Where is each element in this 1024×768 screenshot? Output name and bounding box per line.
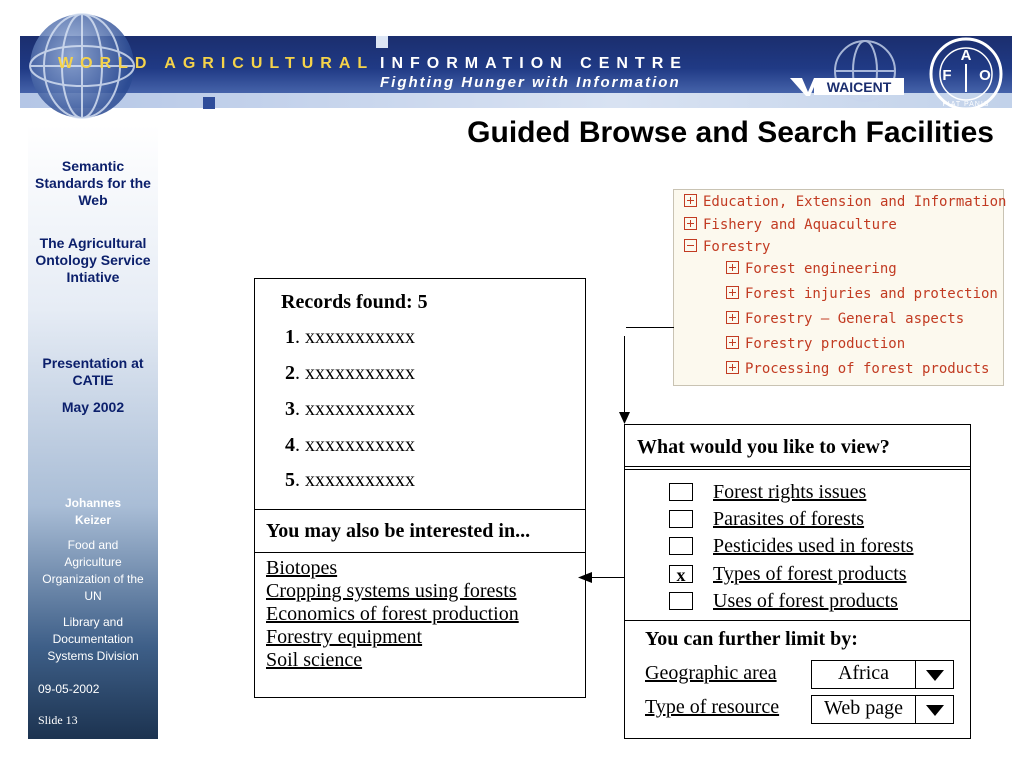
view-panel [624, 424, 971, 739]
option-checkbox[interactable] [669, 483, 693, 501]
filter-label[interactable]: Type of resource [645, 696, 780, 718]
record-item[interactable]: 1. xxxxxxxxxxx [285, 326, 415, 348]
interest-link[interactable]: Economics of forest production [266, 603, 519, 625]
sidebar-division: Library and Documentation Systems Division [47, 615, 139, 663]
option-checkbox[interactable]: x [669, 565, 693, 583]
option-label[interactable]: Uses of forest products [713, 590, 898, 612]
tree-child[interactable]: Forestry – General aspects [726, 311, 964, 327]
interest-links [266, 557, 519, 672]
sidebar-date: May 2002 [61, 399, 125, 415]
option-label[interactable]: Pesticides used in forests [713, 535, 914, 557]
interest-link[interactable]: Cropping systems using forests [266, 580, 517, 602]
expand-icon[interactable] [726, 336, 739, 349]
sidebar-presentation: Presentation at CATIE [42, 355, 144, 388]
records-found-label: Records found: 5 [281, 291, 428, 313]
limit-heading: You can further limit by: [645, 628, 858, 650]
page-title: Guided Browse and Search Facilities [467, 116, 994, 149]
dropdown-arrow-icon[interactable] [916, 661, 953, 688]
svg-text:FIAT PANIS: FIAT PANIS [942, 101, 990, 108]
banner-tagline: Fighting Hunger with Information [380, 74, 681, 91]
interest-link[interactable]: Soil science [266, 649, 363, 671]
sidebar [28, 125, 158, 739]
records-panel [254, 278, 586, 698]
sidebar-title: Semantic Standards for the Web [35, 158, 151, 208]
connector-line [626, 327, 674, 328]
tree-node[interactable]: Fishery and Aquaculture [684, 217, 897, 233]
record-item[interactable]: 5. xxxxxxxxxxx [285, 469, 415, 491]
arrow-left-icon [578, 572, 592, 583]
select-value: Web page [812, 696, 916, 723]
interest-link[interactable]: Biotopes [266, 557, 338, 579]
record-item[interactable]: 4. xxxxxxxxxxx [285, 434, 415, 456]
expand-icon[interactable] [726, 286, 739, 299]
tree-node[interactable]: Education, Extension and Information [684, 194, 1006, 210]
option-checkbox[interactable] [669, 592, 693, 610]
divider [625, 620, 970, 621]
banner-decoration [376, 36, 388, 48]
filter-label[interactable]: Geographic area [645, 662, 777, 684]
dropdown-arrow-icon[interactable] [916, 696, 953, 723]
option-label[interactable]: Forest rights issues [713, 481, 867, 503]
arrow-down-icon [619, 412, 630, 424]
expand-icon[interactable] [726, 361, 739, 374]
banner [0, 0, 1024, 125]
view-heading: What would you like to view? [637, 436, 890, 458]
slide-number: Slide 13 [38, 713, 78, 727]
record-item[interactable]: 2. xxxxxxxxxxx [285, 362, 415, 384]
resource-type-select[interactable] [811, 695, 954, 724]
sidebar-subtitle: The Agricultural Ontology Service Intiative [35, 235, 151, 285]
tree-child[interactable]: Forestry production [726, 336, 905, 352]
banner-decoration [203, 97, 215, 109]
option-label[interactable]: Parasites of forests [713, 508, 865, 530]
banner-right-text: INFORMATION CENTRE [380, 55, 688, 72]
expand-icon[interactable] [684, 217, 697, 230]
sidebar-org: Food and Agriculture Organization of the UN [42, 538, 144, 603]
sidebar-author: Johannes Keizer [64, 496, 121, 527]
sidebar-doc-date: 09-05-2002 [38, 682, 100, 696]
svg-text:WAICENT: WAICENT [826, 79, 892, 95]
fao-logo [928, 36, 1004, 112]
interest-link[interactable]: Forestry equipment [266, 626, 423, 648]
interest-heading: You may also be interested in... [255, 509, 585, 553]
collapse-icon[interactable] [684, 239, 697, 252]
svg-text:F: F [942, 67, 952, 84]
svg-text:A: A [960, 47, 972, 64]
banner-left-text: WORLD AGRICULTURAL [58, 55, 375, 72]
divider [625, 469, 970, 470]
expand-icon[interactable] [726, 311, 739, 324]
expand-icon[interactable] [684, 194, 697, 207]
tree-child[interactable]: Forest injuries and protection [726, 286, 998, 302]
select-value: Africa [812, 661, 916, 688]
svg-text:O: O [979, 67, 991, 84]
option-label[interactable]: Types of forest products [713, 563, 907, 585]
subject-tree [673, 189, 1007, 386]
tree-child[interactable]: Processing of forest products [726, 361, 989, 377]
expand-icon[interactable] [726, 261, 739, 274]
waicent-logo [788, 74, 908, 98]
record-item[interactable]: 3. xxxxxxxxxxx [285, 398, 415, 420]
divider [625, 466, 970, 467]
option-checkbox[interactable] [669, 510, 693, 528]
tree-child[interactable]: Forest engineering [726, 261, 897, 277]
geographic-area-select[interactable] [811, 660, 954, 689]
option-checkbox[interactable] [669, 537, 693, 555]
connector-line [624, 336, 625, 416]
tree-node[interactable]: Forestry [684, 239, 770, 255]
